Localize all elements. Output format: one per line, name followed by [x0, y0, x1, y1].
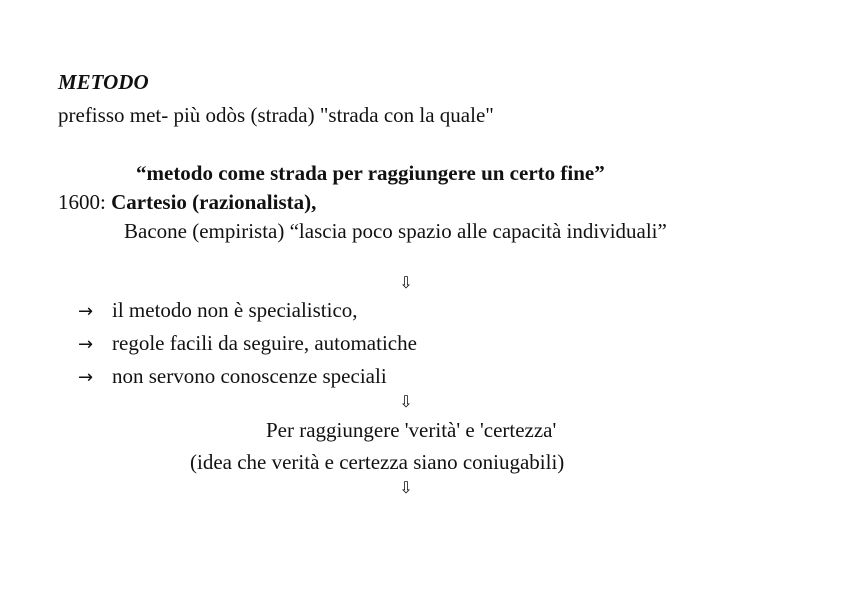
slide-title: METODO: [58, 70, 149, 94]
down-arrow-icon: ⇩: [399, 273, 413, 292]
cartesio-name: Cartesio (razionalista),: [111, 190, 317, 214]
bullet-item: [78, 330, 417, 358]
down-arrow-icon: ⇩: [399, 478, 413, 497]
bullet-text: il metodo non è specialistico,: [112, 298, 358, 322]
etymology-line: prefisso met- più odòs (strada) "strada con la quale": [58, 103, 494, 127]
down-arrow-icon: ⇩: [399, 392, 413, 411]
year-label: 1600:: [58, 190, 112, 214]
right-arrow-icon: →: [78, 301, 94, 322]
bullet-item: [78, 297, 358, 325]
bullet-item: [78, 363, 387, 391]
bacone-line: Bacone (empirista) “lascia poco spazio alle capacità individuali”: [124, 219, 667, 243]
bullet-text: regole facili da seguire, automatiche: [112, 331, 417, 355]
idea-line: (idea che verità e certezza siano coniugabili): [190, 450, 565, 474]
right-arrow-icon: →: [78, 334, 94, 355]
cartesio-line: [58, 189, 316, 215]
method-definition-quote: “metodo come strada per raggiungere un certo fine”: [136, 161, 605, 185]
truth-certainty-line: Per raggiungere 'verità' e 'certezza': [266, 418, 557, 442]
right-arrow-icon: →: [78, 367, 94, 388]
bullet-text: non servono conoscenze speciali: [112, 364, 387, 388]
